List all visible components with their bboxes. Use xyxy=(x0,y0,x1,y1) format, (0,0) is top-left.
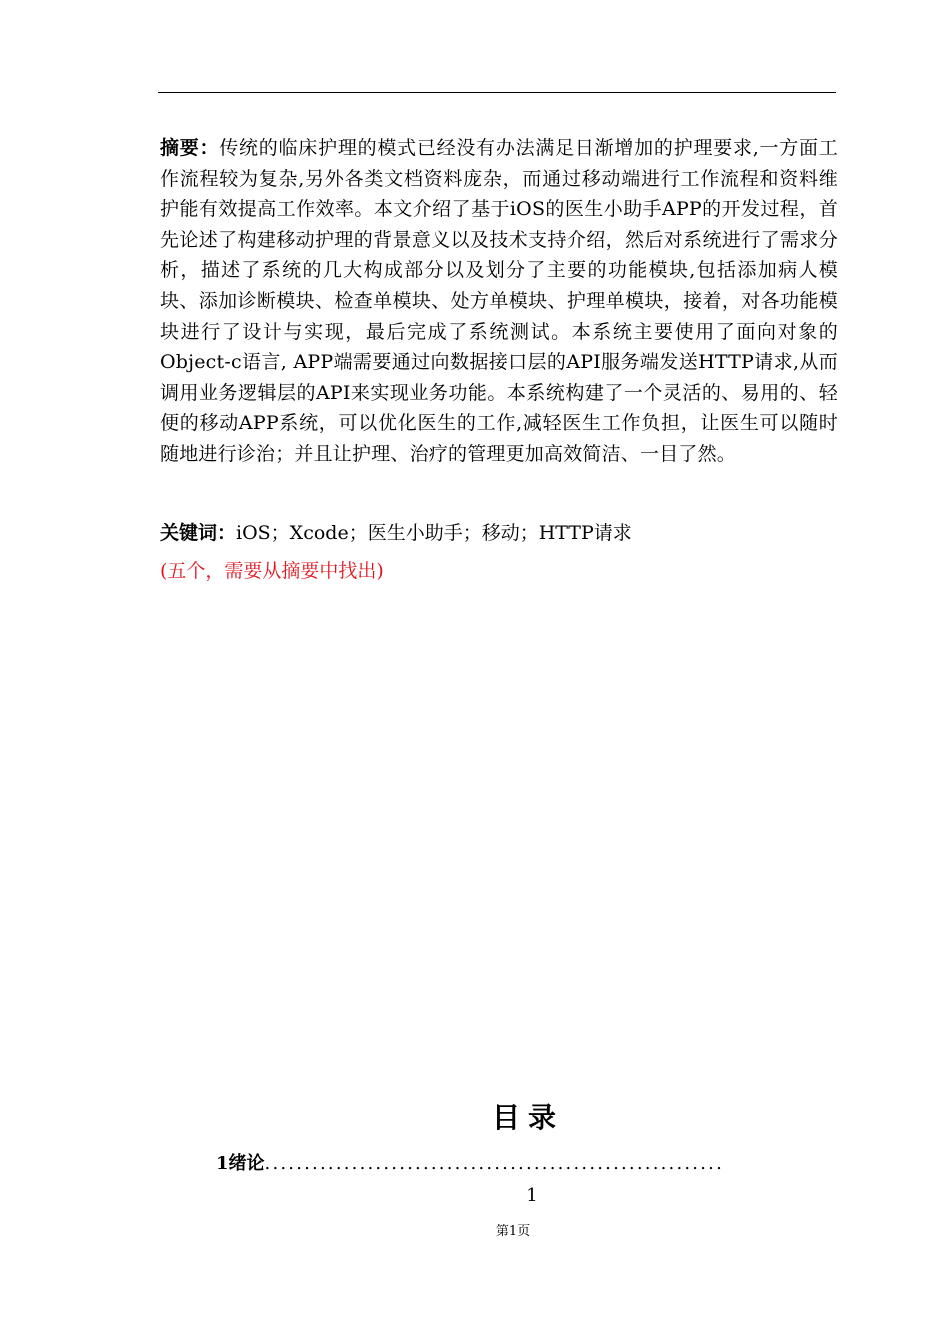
abstract-paragraph xyxy=(160,133,838,470)
header-rule xyxy=(158,92,836,93)
toc-title: 目录 xyxy=(491,1101,564,1134)
toc-entry-leader: .......................................................... xyxy=(264,1153,724,1174)
toc-entry-page-number: 1 xyxy=(526,1185,538,1206)
abstract-label: 摘要： xyxy=(160,137,220,159)
page-footer: 第1页 xyxy=(495,1224,531,1239)
keywords-note: (五个，需要从摘要中找出) xyxy=(160,560,384,582)
toc-entry[interactable] xyxy=(216,1150,828,1178)
keywords-line xyxy=(160,518,632,548)
abstract-text: 传统的临床护理的模式已经没有办法满足日渐增加的护理要求,一方面工作流程较为复杂,另外各类文档资料庞杂，而通过移动端进行工作流程和资料维护能有效提高工作效率。本文介绍了基于iOS的医生小助手APP的开发过程，首先论述了构建移动护理的背景意义以及技术支持介绍，然后对系统进行了需求分析，描述了系统的几大构成部分以及划分了主要的功能模块,包括添加病人模块、添加诊断模块、检查单模块、处方单模块、护理单模块，接着，对各功能模块进行了设计与实现，最后完成了系统测试。本系统主要使用了面向对象的Object-c语言, APP端需要通过向数据接口层的API服务端发送HTTP请求,从而调用业务逻辑层的API来实现业务功能。本系统构建了一个灵活的、易用的、轻便的移动APP系统，可以优化医生的工作,减轻医生工作负担，让医生可以随时随地进行诊治；并且让护理、治疗的管理更加高效简洁、一目了然。 xyxy=(160,137,838,465)
toc-entry-label: 1绪论 xyxy=(216,1153,265,1174)
keywords-text: iOS；Xcode；医生小助手；移动；HTTP请求 xyxy=(236,522,632,544)
keywords-label: 关键词： xyxy=(160,522,237,544)
